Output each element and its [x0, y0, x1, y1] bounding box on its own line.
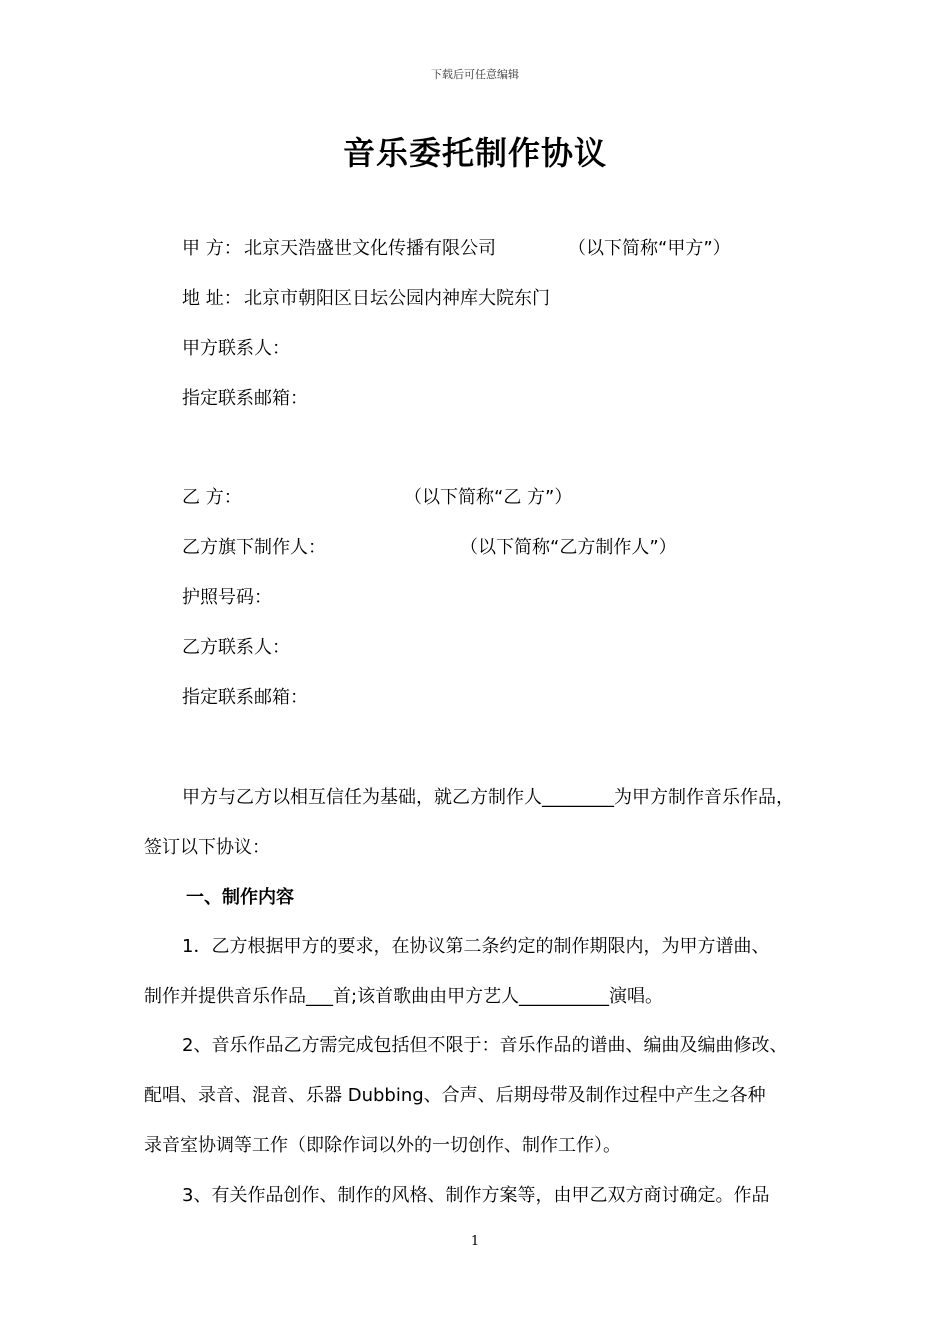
party-b-email-label: 指定联系邮箱：	[182, 687, 308, 708]
document-title: 音乐委托制作协议	[342, 134, 607, 172]
party-b-producer-alias: （以下简称“乙方制作人”）	[460, 537, 677, 558]
party-b-contact-label: 乙方联系人：	[182, 637, 290, 658]
clause-2-line-3: 录音室协调等工作（即除作词以外的一切创作、制作工作）。	[144, 1135, 621, 1156]
party-a-alias: （以下简称“甲方”）	[568, 238, 731, 259]
intro-line-2: 签订以下协议：	[144, 837, 270, 858]
clause-1-line-2: 制作并提供音乐作品___首;该首歌曲由甲方艺人__________演唱。	[144, 986, 664, 1007]
party-b-alias: （以下简称“乙 方”）	[404, 487, 573, 508]
party-a-contact-label: 甲方联系人：	[182, 338, 290, 359]
party-b-name-label: 乙 方：	[182, 487, 242, 508]
party-a-address-label: 地 址：	[182, 288, 242, 309]
party-a-email-label: 指定联系邮箱：	[182, 388, 308, 409]
party-a-name-label: 甲 方：	[182, 238, 242, 259]
clause-1-line-1: 1．乙方根据甲方的要求，在协议第二条约定的制作期限内，为甲方谱曲、	[182, 936, 770, 957]
page-number: 1	[470, 1234, 480, 1249]
clause-2-line-1: 2、音乐作品乙方需完成包括但不限于：音乐作品的谱曲、编曲及编曲修改、	[182, 1035, 788, 1056]
party-b-producer-label: 乙方旗下制作人：	[182, 537, 326, 558]
party-a-name-value: 北京天浩盛世文化传播有限公司	[244, 238, 496, 259]
intro-line-1: 甲方与乙方以相互信任为基础，就乙方制作人________为甲方制作音乐作品，	[182, 787, 794, 808]
party-a-address-value: 北京市朝阳区日坛公园内神库大院东门	[244, 288, 550, 309]
party-b-passport-label: 护照号码：	[182, 587, 272, 608]
clause-3-line-1: 3、有关作品创作、制作的风格、制作方案等，由甲乙双方商讨确定。作品	[182, 1185, 770, 1206]
header-note: 下载后可任意编辑	[431, 68, 519, 81]
clause-2-line-2: 配唱、录音、混音、乐器 Dubbing、合声、后期母带及制作过程中产生之各种	[144, 1085, 766, 1106]
section-1-heading: 一、制作内容	[186, 887, 294, 908]
